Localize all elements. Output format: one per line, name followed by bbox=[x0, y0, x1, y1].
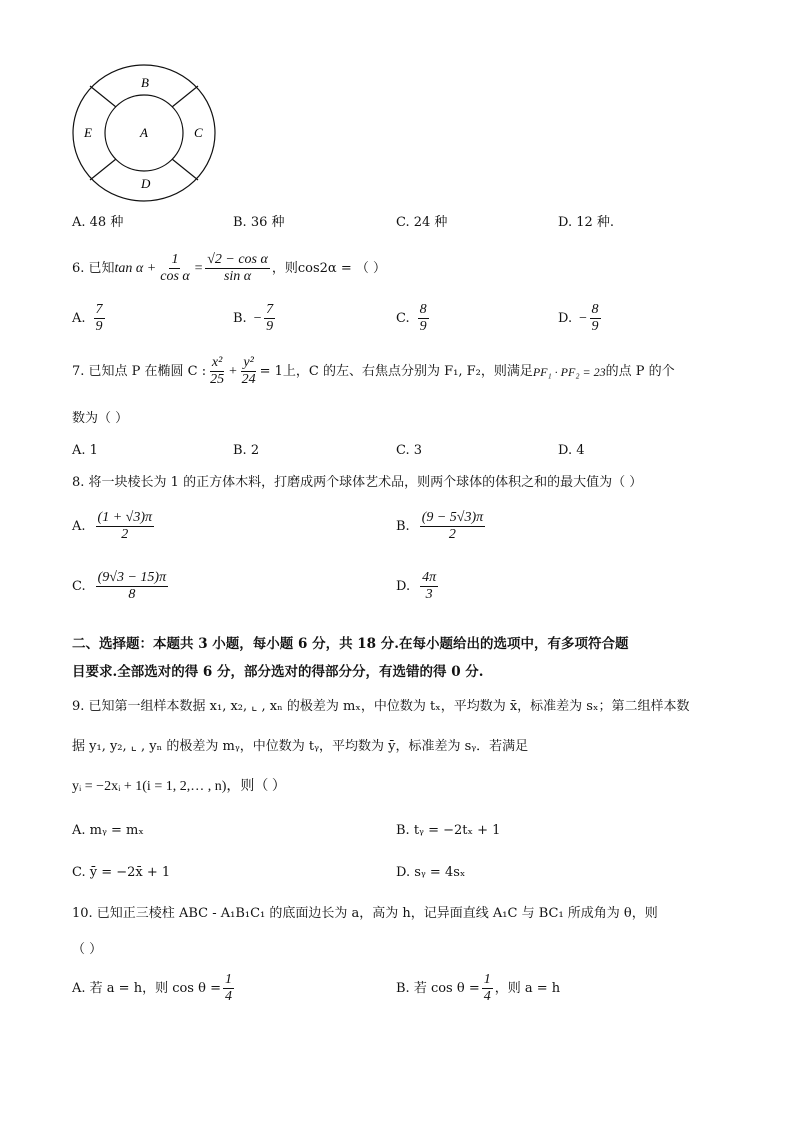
q6-option-d-den: 9 bbox=[591, 319, 599, 334]
q9-line1: 9. 已知第一组样本数据 x₁, x₂, ⌞ , xₙ 的极差为 mₓ，中位数为 tₓ，平均数为 x̄，标准差为 sₓ；第二组样本数 bbox=[72, 699, 690, 714]
q6-eq: = bbox=[193, 260, 204, 276]
q10-option-b-den: 4 bbox=[483, 989, 491, 1004]
q7-stem bbox=[72, 355, 675, 388]
divider-top-left bbox=[90, 86, 116, 107]
q8-option-b-num: (9 − 5√3)π bbox=[421, 510, 484, 525]
q8-option-b-den: 2 bbox=[448, 527, 456, 542]
q5-option-c: C. 24 种 bbox=[396, 215, 448, 230]
ring-diagram bbox=[68, 62, 220, 208]
q10-option-b-text: B. 若 cos θ = bbox=[396, 980, 480, 996]
q8-option-d-frac bbox=[420, 570, 438, 603]
q6-option-c bbox=[396, 302, 431, 335]
q6-option-d bbox=[558, 302, 603, 335]
section2-heading-line1: 二、选择题：本题共 3 小题，每小题 6 分，共 18 分.在每小题给出的选项中，有多项符合题 bbox=[72, 636, 629, 652]
q8-option-a-frac bbox=[96, 510, 154, 543]
q9-option-c: C. ȳ = −2x̄ + 1 bbox=[72, 865, 171, 880]
q6-option-b-num: 7 bbox=[266, 302, 274, 317]
q6-stem bbox=[72, 252, 386, 285]
q9-line2: 据 y₁, y₂, ⌞ , yₙ 的极差为 mᵧ，中位数为 tᵧ，平均数为 ȳ，标准差为 sᵧ．若满足 bbox=[72, 739, 529, 754]
divider-bottom-right bbox=[172, 159, 198, 180]
q6-option-c-num: 8 bbox=[419, 302, 427, 317]
q7-frac-x-num: x² bbox=[211, 355, 223, 370]
q8-option-b-frac bbox=[420, 510, 485, 543]
q9-option-a: A. mᵧ = mₓ bbox=[72, 823, 144, 838]
q8-option-c-num: (9√3 − 15)π bbox=[97, 570, 167, 585]
q6-option-a-num: 7 bbox=[95, 302, 103, 317]
q10-line1: 10. 已知正三棱柱 ABC - A₁B₁C₁ 的底面边长为 a，高为 h，记异面直线 A₁C 与 BC₁ 所成角为 θ，则 bbox=[72, 906, 658, 921]
q10-option-b-num: 1 bbox=[483, 972, 491, 987]
q8-option-a bbox=[72, 510, 156, 543]
q6-frac2-num: √2 − cos α bbox=[207, 252, 268, 267]
q6-frac1-den: cos α bbox=[160, 269, 190, 284]
q7-line2: 数为（ ） bbox=[72, 411, 129, 426]
q7-text-c: 的点 P 的个 bbox=[605, 363, 675, 379]
q8-option-a-label: A. bbox=[72, 518, 86, 534]
q7-option-c: C. 3 bbox=[396, 443, 423, 458]
region-label-right: C bbox=[194, 125, 203, 140]
q6-option-b-sign: − bbox=[252, 310, 263, 326]
q10-option-b-frac bbox=[482, 972, 493, 1005]
q8-option-c-label: C. bbox=[72, 578, 86, 594]
q5-option-a: A. 48 种 bbox=[72, 215, 124, 230]
q6-option-b-label: B. bbox=[233, 310, 247, 326]
q8-option-b-label: B. bbox=[396, 518, 410, 534]
q6-prefix: 6. 已知 bbox=[72, 260, 115, 276]
q10-option-a bbox=[72, 972, 236, 1005]
q7-option-a: A. 1 bbox=[72, 443, 98, 458]
q8-option-d-label: D. bbox=[396, 578, 411, 594]
q6-option-b-den: 9 bbox=[266, 319, 274, 334]
q6-option-d-label: D. bbox=[558, 310, 573, 326]
q9-line3: yᵢ = −2xᵢ + 1(i = 1, 2,… , n)，则（ ） bbox=[72, 779, 286, 794]
region-label-left: E bbox=[84, 125, 92, 140]
q8-option-d-den: 3 bbox=[425, 587, 433, 602]
q9-option-b: B. tᵧ = −2tₓ + 1 bbox=[396, 823, 501, 838]
q10-option-b bbox=[396, 972, 560, 1005]
q7-frac-x bbox=[208, 355, 226, 388]
q7-frac-x-den: 25 bbox=[210, 372, 225, 387]
q6-option-c-label: C. bbox=[396, 310, 410, 326]
q7-frac-y-den: 24 bbox=[241, 372, 256, 387]
q8-option-c bbox=[72, 570, 170, 603]
q6-option-c-den: 9 bbox=[419, 319, 427, 334]
q6-option-d-num: 8 bbox=[591, 302, 599, 317]
q10-option-b-suffix: ，则 a = h bbox=[494, 980, 561, 996]
q7-frac-y bbox=[240, 355, 258, 388]
q6-option-d-frac bbox=[590, 302, 601, 335]
q6-option-b bbox=[233, 302, 277, 335]
divider-bottom-left bbox=[90, 159, 116, 180]
ring-figure bbox=[68, 62, 220, 208]
q8-option-a-den: 2 bbox=[121, 527, 129, 542]
q10-option-a-den: 4 bbox=[224, 989, 232, 1004]
q8-option-b bbox=[396, 510, 487, 543]
region-label-top: B bbox=[141, 75, 149, 90]
q8-option-c-den: 8 bbox=[128, 587, 136, 602]
q7-plus: + bbox=[228, 363, 238, 379]
section2-heading-line2: 目要求.全部选对的得 6 分，部分选对的得部分分，有选错的得 0 分. bbox=[72, 664, 484, 680]
q7-frac-y-num: y² bbox=[243, 355, 254, 370]
q10-option-a-num: 1 bbox=[224, 972, 232, 987]
q8-option-c-frac bbox=[96, 570, 168, 603]
divider-top-right bbox=[172, 86, 198, 107]
q6-option-b-frac bbox=[264, 302, 275, 335]
region-label-bottom: D bbox=[141, 176, 151, 191]
q7-text-b: = 1上，C 的左、右焦点分别为 F₁, F₂，则满足 bbox=[259, 363, 533, 379]
q7-text-a: 7. 已知点 P 在椭圆 C : bbox=[72, 363, 207, 379]
q10-option-a-text: A. 若 a = h，则 cos θ = bbox=[72, 980, 221, 996]
q8-option-a-num: (1 + √3)π bbox=[97, 510, 152, 525]
q10-option-a-frac bbox=[223, 972, 234, 1005]
q6-expr: tan α + bbox=[114, 260, 157, 276]
q8-option-d bbox=[396, 570, 440, 603]
q6-option-a-label: A. bbox=[72, 310, 86, 326]
region-label-center: A bbox=[140, 125, 148, 140]
q9-option-d: D. sᵧ = 4sₓ bbox=[396, 865, 466, 880]
q7-vector-expr: PF₁ · PF₂ = 23 bbox=[532, 364, 606, 379]
q6-option-c-frac bbox=[418, 302, 429, 335]
q7-option-d: D. 4 bbox=[558, 443, 585, 458]
q6-frac2 bbox=[205, 252, 270, 285]
q6-option-a-frac bbox=[94, 302, 105, 335]
q6-frac1-num: 1 bbox=[171, 252, 179, 267]
q10-line2: （ ） bbox=[72, 942, 103, 957]
q6-option-a-den: 9 bbox=[95, 319, 103, 334]
q6-option-d-sign: − bbox=[578, 310, 588, 326]
q5-option-d: D. 12 种. bbox=[558, 215, 615, 230]
q5-option-b: B. 36 种 bbox=[233, 215, 285, 230]
q6-option-a bbox=[72, 302, 107, 335]
q6-frac2-den: sin α bbox=[223, 269, 252, 284]
q8-stem: 8. 将一块棱长为 1 的正方体木料，打磨成两个球体艺术品，则两个球体的体积之和的最大值为（ ） bbox=[72, 475, 643, 490]
q7-option-b: B. 2 bbox=[233, 443, 260, 458]
q8-option-d-num: 4π bbox=[422, 570, 437, 585]
q6-frac1 bbox=[158, 252, 192, 285]
q6-suffix: ，则cos2α = （ ） bbox=[271, 260, 386, 276]
